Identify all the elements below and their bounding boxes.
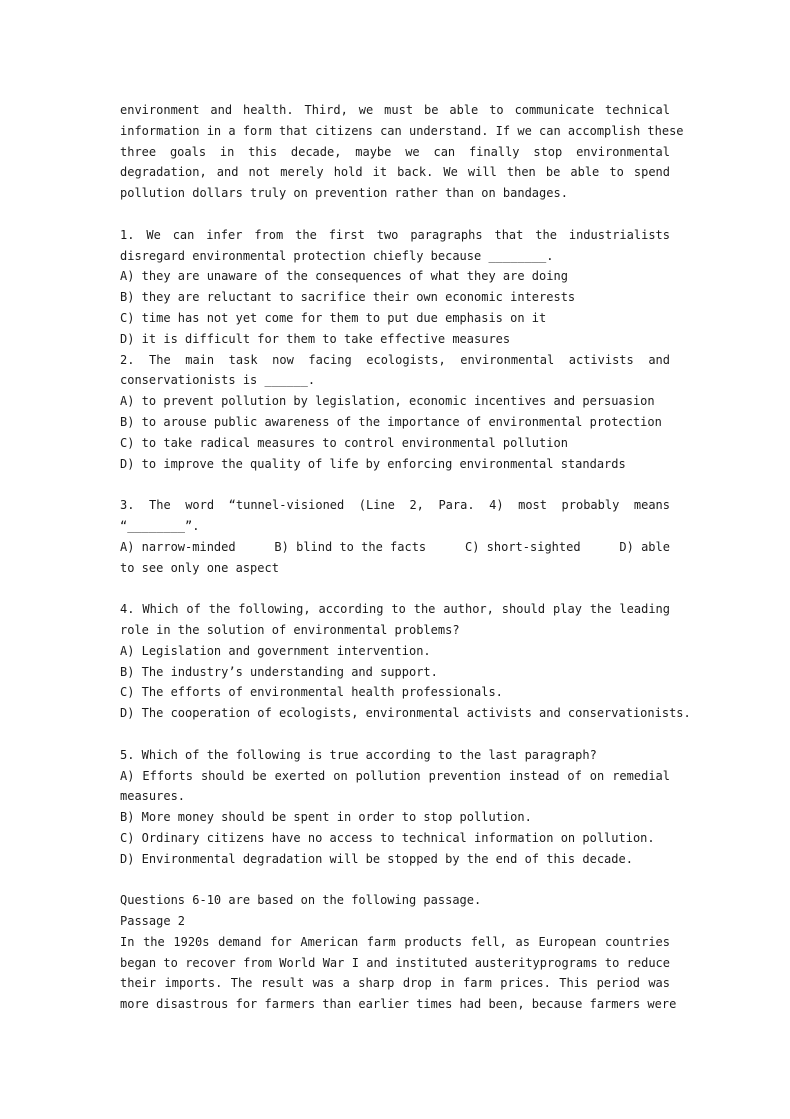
option-d: D) The cooperation of ecologists, environmental activists and conservationists. [120, 706, 691, 721]
question-stem: role in the solution of environmental problems? [120, 622, 460, 637]
passage-title: Passage 2 [120, 914, 186, 929]
option-b: B) More money should be spent in order to stop pollution. [120, 810, 532, 825]
option-a: A) narrow-minded [120, 539, 236, 554]
passage1-paragraph [120, 100, 684, 204]
text-line: pollution dollars truly on prevention rather than on bandages. [120, 186, 568, 201]
option-a: A) to prevent pollution by legislation, economic incentives and persuasion [120, 394, 655, 409]
spacer [120, 869, 670, 890]
option-d-continued: to see only one aspect [120, 560, 279, 575]
option-a: A) Efforts should be exerted on pollution prevention instead of on remedial [120, 768, 670, 783]
option-a: A) Legislation and government intervention. [120, 643, 431, 658]
text-line: In the 1920s demand for American farm products fell, as European countries [120, 934, 670, 949]
question-stem: conservationists is ______. [120, 373, 316, 388]
question-1 [120, 225, 670, 350]
option-c: C) Ordinary citizens have no access to technical information on pollution. [120, 830, 655, 845]
option-d: D) Environmental degradation will be stopped by the end of this decade. [120, 851, 633, 866]
option-c: C) short-sighted [464, 539, 581, 554]
section-2 [120, 890, 677, 1015]
text-line: information in a form that citizens can understand. If we can accomplish these [120, 123, 684, 138]
option-a-continued: measures. [120, 789, 186, 804]
question-3 [120, 495, 670, 578]
text-line: environment and health. Third, we must be able to communicate technical [120, 103, 670, 117]
spacer [120, 578, 670, 599]
spacer [120, 474, 670, 495]
question-stem: 5. Which of the following is true according to the last paragraph? [120, 747, 597, 762]
option-d: D) to improve the quality of life by enforcing environmental standards [120, 456, 626, 471]
option-b: B) they are reluctant to sacrifice their own economic interests [120, 290, 576, 305]
question-stem: disregard environmental protection chiefly because ________. [120, 248, 554, 263]
question-stem: 4. Which of the following, according to the author, should play the leading [120, 602, 670, 617]
question-stem: 1. We can infer from the first two paragraphs that the industrialists [120, 227, 670, 242]
question-stem: 3. The word “tunnel-visioned (Line 2, Para. 4) most probably means [120, 498, 670, 513]
option-a: A) they are unaware of the consequences of what they are doing [120, 269, 568, 284]
section-intro: Questions 6-10 are based on the following passage. [120, 893, 482, 908]
spacer [120, 204, 670, 225]
text-line: more disastrous for farmers than earlier times had been, because farmers were [120, 997, 677, 1012]
document-page [120, 100, 691, 1015]
option-c: C) time has not yet come for them to put due emphasis on it [120, 310, 547, 325]
question-4 [120, 599, 691, 724]
option-b: B) The industry’s understanding and support. [120, 664, 438, 679]
text-line: began to recover from World War I and instituted austerityprograms to reduce [120, 955, 670, 970]
options-row [120, 537, 670, 558]
question-stem: 2. The main task now facing ecologists, environmental activists and [120, 352, 670, 367]
option-d: D) it is difficult for them to take effective measures [120, 331, 511, 346]
spacer [120, 724, 670, 745]
option-c: C) The efforts of environmental health professionals. [120, 685, 503, 700]
option-b: B) blind to the facts [274, 539, 427, 554]
question-5 [120, 745, 670, 870]
option-d: D) able [619, 539, 670, 554]
question-stem: “________”. [120, 518, 200, 533]
text-line: degradation, and not merely hold it back. We will then be able to spend [120, 165, 670, 180]
text-line: their imports. The result was a sharp drop in farm prices. This period was [120, 976, 670, 991]
option-b: B) to arouse public awareness of the importance of environmental protection [120, 414, 662, 429]
option-c: C) to take radical measures to control environmental pollution [120, 435, 568, 450]
question-2 [120, 350, 670, 475]
text-line: three goals in this decade, maybe we can finally stop environmental [120, 144, 670, 159]
